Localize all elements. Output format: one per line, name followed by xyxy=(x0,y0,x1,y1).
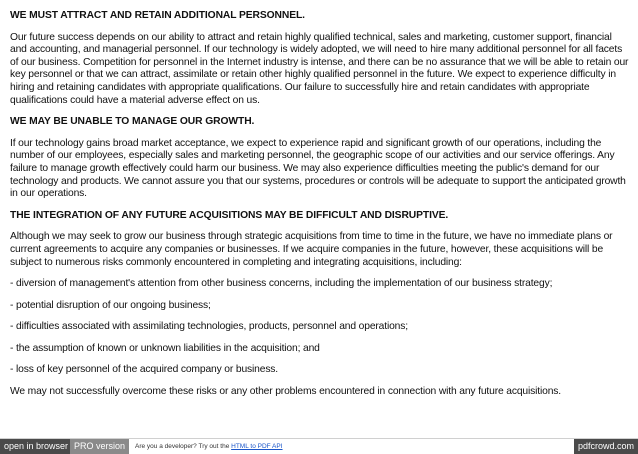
section-heading-growth: WE MAY BE UNABLE TO MANAGE OUR GROWTH. xyxy=(10,116,255,128)
list-item: - the assumption of known or unknown liabilities in the acquisition; and xyxy=(10,342,320,354)
html-to-pdf-api-link[interactable]: HTML to PDF API xyxy=(231,443,283,450)
section-heading-personnel: WE MUST ATTRACT AND RETAIN ADDITIONAL PERSONNEL. xyxy=(10,10,305,21)
list-item: - difficulties associated with assimilating technologies, products, personnel and operations; xyxy=(10,321,408,333)
pdfcrowd-brand-link[interactable]: pdfcrowd.com xyxy=(574,439,638,454)
paragraph-acquisitions: Although we may seek to grow our business through strategic acquisitions from time to time in the future, we have no immediate plans or current agreements to acquire any companies or businesses. If we acquire companies in the future, however, these acquisitions will be subject to numerous risks commonly encountered in completing and integrating acquisitions, including: xyxy=(10,231,613,268)
open-in-browser-button[interactable]: open in browser xyxy=(0,439,72,454)
footer-bar xyxy=(0,438,638,454)
list-item: - loss of key personnel of the acquired company or business. xyxy=(10,364,279,376)
paragraph-growth: If our technology gains broad market acceptance, we expect to experience rapid and significant growth of our operations, including the number of our employees, especially sales and marketing personnel, the geographic scope of our activities and our service offerings. Any failure to manage growth effectively could harm our business. We may also experience difficulties meeting the public's demand for our technology and products. We cannot assure you that our systems, procedures or controls will be adequate to support the anticipated growth in our operations. xyxy=(10,137,626,200)
list-item: - potential disruption of our ongoing business; xyxy=(10,299,211,311)
section-heading-acquisitions: THE INTEGRATION OF ANY FUTURE ACQUISITIONS MAY BE DIFFICULT AND DISRUPTIVE. xyxy=(10,209,449,221)
document-body xyxy=(10,10,630,408)
list-item: - diversion of management's attention from other business concerns, including the implementation of our business strategy; xyxy=(10,278,553,290)
paragraph-closing: We may not successfully overcome these risks or any other problems encountered in connection with any future acquisitions. xyxy=(10,386,561,398)
paragraph-personnel: Our future success depends on our ability to attract and retain highly qualified technical, sales and marketing, customer support, financial and accounting, and managerial personnel. If our technology is widely adopted, we will need to hire many additional personnel for all facets of our business. Competition for personnel in the Internet industry is intense, and there can be no assurance that we will be able to retain our key personnel or that we can attract, assimilate or retain other highly qualified personnel in the future. We expect to experience difficulty in hiring and retaining candidates with appropriate qualifications. Our failure to successfully hire and retain candidates with appropriate qualifications could have a material adverse effect on us. xyxy=(10,31,629,106)
pro-version-button[interactable]: PRO version xyxy=(70,439,129,454)
promo-label: Are you a developer? Try out the xyxy=(135,443,230,450)
promo-text xyxy=(135,439,283,454)
